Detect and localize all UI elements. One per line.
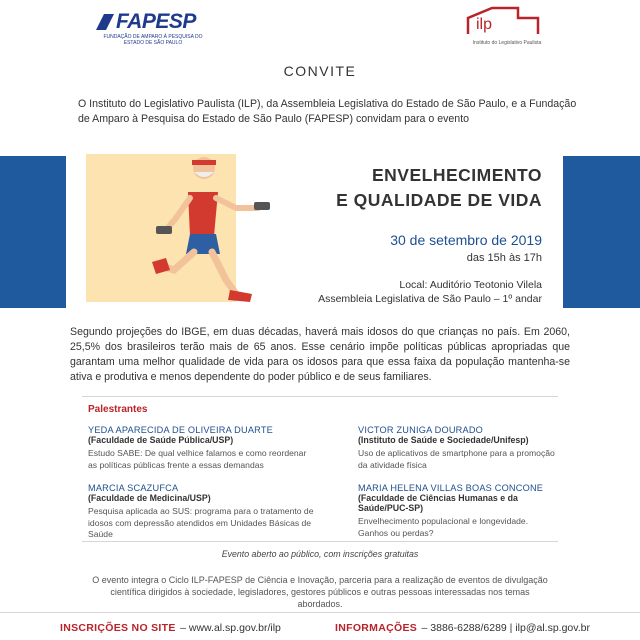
footer-note: O evento integra o Ciclo ILP-FAPESP de Ciência e Inovação, parceria para a realização de eventos de divulgação científica dirigidos à sociedade, legisladores, gestores públicos e outras pessoas interessadas nos temas abordados. (92, 575, 548, 609)
banner-left-bar (0, 156, 66, 308)
footer-contact (335, 618, 590, 636)
description-paragraph: Segundo projeções do IBGE, em duas décadas, haverá mais idosos do que crianças no país. Em 2060, 25,5% dos brasileiros terão mais de 65 anos. Esse cenário impõe políticas públicas apropriadas que garantam uma melhor qualidade de vida para os idosos para que essa faixa da população mantenha-se ativa e produtiva e menos dependente do poder público e de seus familiares. (70, 326, 570, 383)
footer-bar (0, 612, 640, 635)
banner-right-bar (563, 156, 640, 308)
event-title-line-1: ENVELHECIMENTO (371, 165, 542, 185)
speaker-institution: (Faculdade de Saúde Pública/USP) (88, 435, 234, 445)
event-title (290, 163, 542, 213)
registration-link[interactable]: – www.al.sp.gov.br/ilp (180, 622, 281, 634)
speaker-card (358, 483, 563, 539)
ilp-wordmark: ilp (476, 16, 493, 33)
runner-illustration (86, 154, 286, 314)
speaker-talk-line-1: Estudo SABE: De qual velhice falamos e como reordenar (88, 448, 307, 458)
contact-details[interactable]: – 3886-6288/6289 | ilp@al.sp.gov.br (421, 622, 590, 634)
intro-paragraph: O Instituto do Legislativo Paulista (ILP), da Assembleia Legislativa do Estado de São Paulo, e a Fundação de Amparo à Pesquisa do Estado de São Paulo (FAPESP) convidam para o evento (78, 98, 577, 125)
event-title-line-2: E QUALIDADE DE VIDA (336, 190, 542, 210)
speaker-institution: (Instituto de Saúde e Sociedade/Unifesp) (358, 435, 529, 445)
event-note: Evento aberto ao público, com inscrições gratuitas (221, 549, 419, 559)
fapesp-tagline: FUNDAÇÃO DE AMPARO À PESQUISA DO ESTADO DE SÃO PAULO (103, 34, 203, 46)
speaker-card (358, 425, 558, 471)
speaker-talk-line-2: as políticas públicas frente a essas demandas (88, 459, 264, 470)
speaker-talk-line-1: Envelhecimento populacional e longevidade. (358, 516, 529, 526)
speaker-card (88, 425, 328, 471)
speakers-heading: Palestrantes (88, 404, 148, 415)
speaker-talk-line-1: Uso de aplicativos de smartphone para a promoção (358, 448, 555, 458)
speaker-card (88, 483, 328, 541)
ilp-logo (462, 4, 552, 56)
footer-registration (60, 618, 281, 636)
speaker-institution: (Faculdade de Medicina/USP) (88, 493, 211, 503)
invitation-heading: CONVITE (283, 63, 357, 79)
event-location-building: Assembleia Legislativa de São Paulo – 1º andar (318, 293, 542, 305)
contact-label: INFORMAÇÕES (335, 622, 418, 634)
event-location-venue: Local: Auditório Teotonio Vilela (399, 279, 542, 291)
speaker-talk-line-2: idosos com depressão atendidos em Unidades Básicas de Saúde (88, 517, 312, 539)
speaker-talk-line-2: da atividade física (358, 459, 427, 470)
fapesp-wordmark: FAPESP (116, 10, 196, 33)
speaker-talk-line-1: Pesquisa aplicada ao SUS: programa para o tratamento de (88, 506, 314, 516)
event-time: das 15h às 17h (466, 252, 542, 264)
fapesp-emblem-icon (94, 10, 116, 34)
speaker-name: VICTOR ZUNIGA DOURADO (358, 425, 484, 435)
speaker-name: MARCIA SCAZUFCA (88, 483, 179, 493)
fapesp-logo (94, 8, 204, 48)
registration-label: INSCRIÇÕES NO SITE (60, 622, 176, 634)
ilp-tagline: Instituto do Legislativo Paulista (472, 40, 542, 46)
event-date: 30 de setembro de 2019 (390, 232, 542, 248)
speaker-name: MARIA HELENA VILLAS BOAS CONCONE (358, 483, 544, 493)
speaker-talk-line-2: Ganhos ou perdas? (358, 527, 434, 538)
speaker-name: YEDA APARECIDA DE OLIVEIRA DUARTE (88, 425, 273, 435)
speaker-institution: (Faculdade de Ciências Humanas e da Saúde/PUC-SP) (358, 493, 518, 513)
